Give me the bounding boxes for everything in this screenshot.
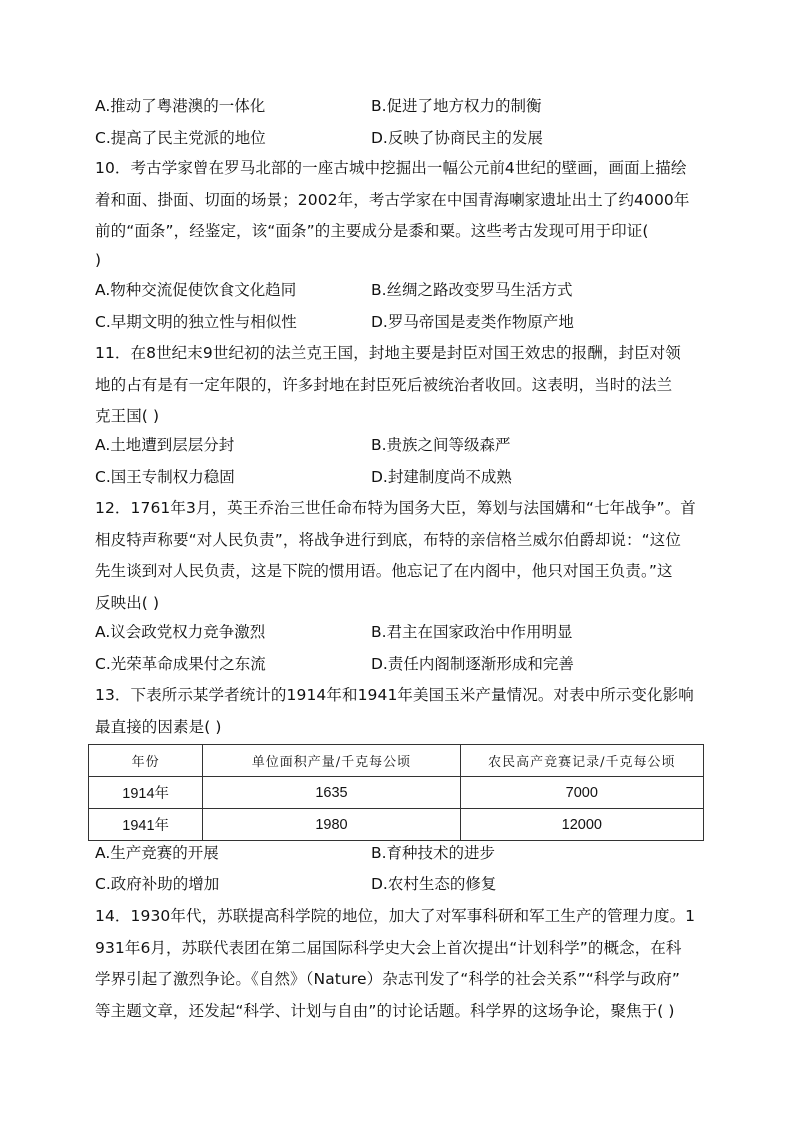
- q10-stem: [95, 153, 705, 272]
- q12-option-a[interactable]: A.议会政党权力竞争激烈: [95, 623, 266, 641]
- table-cell-contest-record: 7000: [460, 777, 703, 809]
- q10-option-c[interactable]: C.早期文明的独立性与相似性: [95, 313, 297, 331]
- q12-line-4: 反映出( ): [95, 593, 160, 612]
- q14-line-1: 14．1930年代，苏联提高科学院的地位，加大了对军事科研和军工生产的管理力度。1: [95, 907, 696, 925]
- q13-stem: [95, 680, 705, 743]
- q11-line-1: 11．在8世纪末9世纪初的法兰克王国，封地主要是封臣对国王效忠的报酬，封臣对领: [95, 344, 681, 362]
- table-cell-unit-yield: 1980: [203, 809, 460, 841]
- q10-line-1: 10．考古学家曾在罗马北部的一座古城中挖掘出一幅公元前4世纪的壁画，画面上描绘: [95, 159, 687, 177]
- q10-line-3: 前的“面条”，经鉴定，该“面条”的主要成分是黍和粟。这些考古发现可用于印证(: [95, 222, 649, 240]
- table-header-unit-yield: 单位面积产量/千克每公顷: [203, 745, 460, 777]
- table-cell-year: 1941年: [89, 809, 203, 841]
- q10-option-b[interactable]: B.丝绸之路改变罗马生活方式: [371, 281, 573, 299]
- q12-option-b[interactable]: B.君主在国家政治中作用明显: [371, 623, 573, 641]
- table-cell-contest-record: 12000: [460, 809, 703, 841]
- q12-option-d[interactable]: D.责任内阁制逐渐形成和完善: [371, 655, 574, 673]
- table-row: [89, 777, 704, 809]
- q10-option-a[interactable]: A.物种交流促使饮食文化趋同: [95, 281, 297, 299]
- q13-option-d[interactable]: D.农村生态的修复: [371, 875, 497, 893]
- q13-option-b[interactable]: B.育种技术的进步: [371, 844, 496, 862]
- q12-line-3: 先生谈到对人民负责，这是下院的惯用语。他忘记了在内阁中，他只对国王负责。”这: [95, 562, 673, 580]
- q12-line-2: 相皮特声称要“对人民负责”，将战争进行到底，布特的亲信格兰威尔伯爵却说：“这位: [95, 530, 681, 549]
- q11-option-c[interactable]: C.国王专制权力稳固: [95, 468, 235, 486]
- q9-option-b[interactable]: B.促进了地方权力的制衡: [371, 97, 542, 115]
- q12-line-1: 12．1761年3月，英王乔治三世任命布特为国务大臣，筹划与法国媾和“七年战争”。首: [95, 499, 696, 517]
- q11-option-a[interactable]: A.土地遭到层层分封: [95, 436, 235, 454]
- q11-option-b[interactable]: B.贵族之间等级森严: [371, 436, 511, 454]
- table-header-row: [89, 745, 704, 777]
- q12-option-c[interactable]: C.光荣革命成果付之东流: [95, 655, 266, 673]
- q9-option-a[interactable]: A.推动了粤港澳的一体化: [95, 97, 266, 115]
- q13-options-row-1: [95, 843, 705, 865]
- table-row: [89, 809, 704, 841]
- q10-line-2: 着和面、掛面、切面的场景；2002年，考古学家在中国青海喇家遗址出土了约4000年: [95, 190, 690, 209]
- q11-line-2: 地的占有是有一定年限的，许多封地在封臣死后被统治者收回。这表明，当时的法兰: [95, 375, 673, 394]
- q14-line-3: 学界引起了激烈争论。《自然》（Nature）杂志刊发了“科学的社会关系”“科学与政府”: [95, 970, 680, 988]
- q14-line-4: 等主题文章，还发起“科学、计划与自由”的讨论话题。科学界的这场争论，聚焦于( ): [95, 1001, 675, 1020]
- q12-stem: [95, 493, 705, 619]
- q10-option-d[interactable]: D.罗马帝国是麦类作物原产地: [371, 313, 574, 331]
- q13-corn-yield-table: [88, 744, 704, 841]
- q9-option-d[interactable]: D.反映了协商民主的发展: [371, 129, 543, 147]
- q11-stem: [95, 338, 705, 433]
- table-cell-year: 1914年: [89, 777, 203, 809]
- q10-line-4: ): [95, 250, 102, 269]
- q11-line-3: 克王国( ): [95, 407, 160, 425]
- q13-option-c[interactable]: C.政府补助的增加: [95, 875, 220, 893]
- table-header-contest-record: 农民高产竞赛记录/千克每公顷: [460, 745, 703, 777]
- q12-options-row-2: [95, 654, 705, 676]
- q13-options-row-2: [95, 874, 705, 896]
- q13-option-a[interactable]: A.生产竞赛的开展: [95, 844, 219, 862]
- q11-option-d[interactable]: D.封建制度尚不成熟: [371, 468, 512, 486]
- q11-options-row-2: [95, 467, 705, 489]
- q10-options-row-2: [95, 312, 705, 334]
- q9-options-row-2: [95, 128, 705, 150]
- q9-option-c[interactable]: C.提高了民主党派的地位: [95, 129, 266, 147]
- q14-line-2: 931年6月，苏联代表团在第二届国际科学史大会上首次提出“计划科学”的概念，在科: [95, 938, 682, 957]
- table-cell-unit-yield: 1635: [203, 777, 460, 809]
- q13-line-2: 最直接的因素是( ): [95, 717, 222, 736]
- table-header-year: 年份: [89, 745, 203, 777]
- q14-stem: [95, 901, 705, 1027]
- q11-options-row-1: [95, 435, 705, 457]
- q10-options-row-1: [95, 280, 705, 302]
- q12-options-row-1: [95, 622, 705, 644]
- q9-options-row-1: [95, 96, 705, 118]
- q13-line-1: 13．下表所示某学者统计的1914年和1941年美国玉米产量情况。对表中所示变化影响: [95, 686, 694, 704]
